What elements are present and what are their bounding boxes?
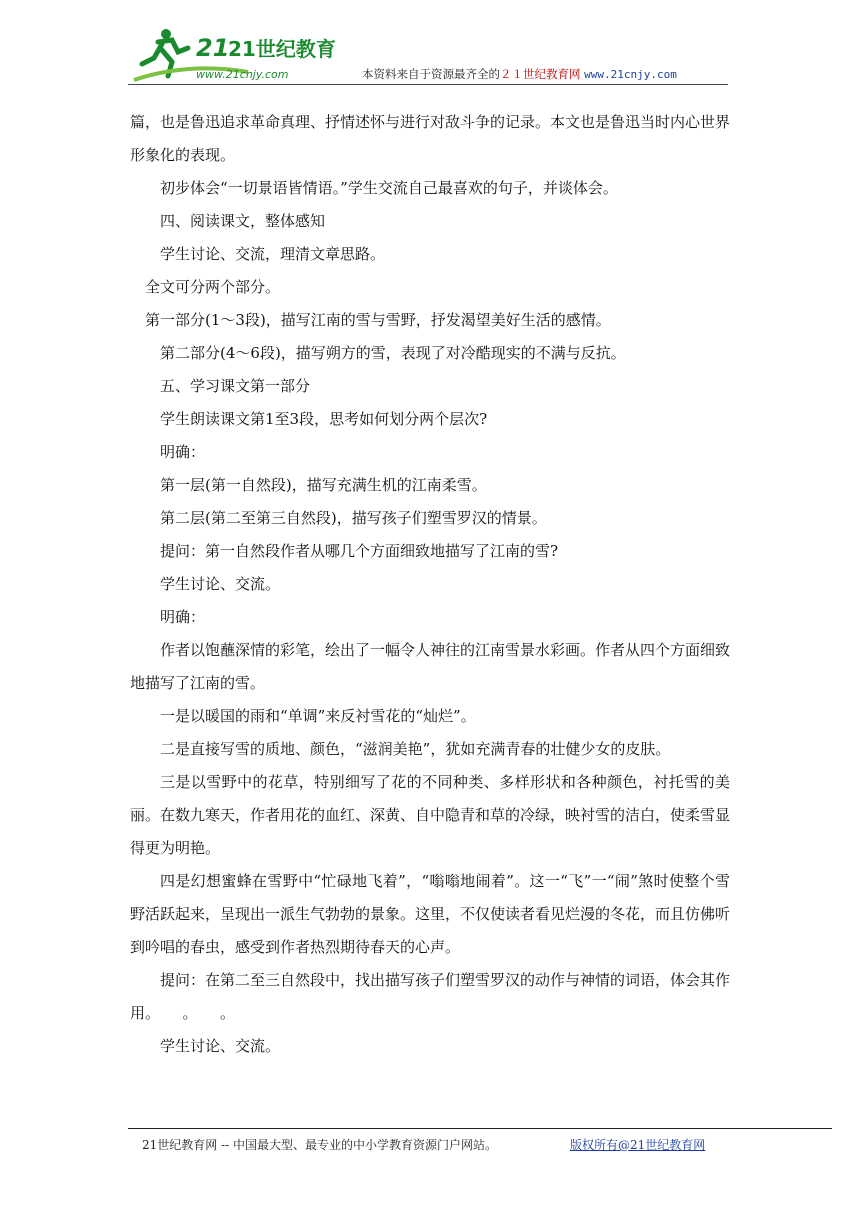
page-header (0, 0, 860, 90)
tagline-prefix: 本资料来自于资源最齐全的 (362, 67, 500, 81)
footer-text: 21世纪教育网 -- 中国最大型、最专业的中小学教育资源门户网站。 (142, 1138, 498, 1152)
paragraph: 三是以雪野中的花草，特别细写了花的不同种类、多样形状和各种颜色，衬托雪的美丽。在数九寒天，作者用花的血红、深黄、自中隐青和草的冷绿，映衬雪的洁白，使柔雪显得更为明艳。 (130, 773, 731, 857)
paragraph: 初步体会“一切景语皆情语。”学生交流自己最喜欢的句子，并谈体会。 (160, 179, 618, 197)
paragraph: 提问：在第二至三自然段中，找出描写孩子们塑雪罗汉的动作与神情的词语，体会其作用。 。 。 (130, 971, 731, 1022)
page-footer (142, 1136, 706, 1153)
paragraph: 四是幻想蜜蜂在雪野中“忙碌地飞着”，“嗡嗡地闹着”。这一“飞”一“闹”煞时使整个雪野活跃起来，呈现出一派生气勃勃的景象。这里，不仅使读者看见烂漫的冬花，而且仿佛听到吟唱的春虫，感受到作者热烈期待春天的心声。 (130, 872, 731, 956)
header-tagline (362, 66, 677, 82)
logo-url: www.21cnjy.com (196, 68, 289, 81)
site-logo (128, 22, 348, 86)
paragraph: 明确： (160, 608, 206, 626)
tagline-url[interactable]: www.21cnjy.com (584, 68, 677, 81)
svg-text:21: 21 (196, 34, 230, 62)
paragraph: 明确： (160, 443, 206, 461)
paragraph: 二是直接写雪的质地、颜色，“滋润美艳”，犹如充满青春的壮健少女的皮肤。 (160, 740, 671, 758)
tagline-brand[interactable]: ２１世纪教育网 (500, 67, 581, 81)
paragraph: 全文可分两个部分。 (145, 278, 281, 296)
paragraph: 五、学习课文第一部分 (160, 377, 311, 395)
paragraph: 四、阅读课文，整体感知 (160, 212, 326, 230)
paragraph: 提问：第一自然段作者从哪几个方面细致地描写了江南的雪? (160, 542, 559, 560)
footer-divider (128, 1128, 832, 1129)
paragraph: 第一部分(1～3段)，描写江南的雪与雪野，抒发渴望美好生活的感情。 (145, 311, 611, 329)
paragraph: 第二部分(4～6段)，描写朔方的雪，表现了对冷酷现实的不满与反抗。 (160, 344, 626, 362)
paragraph: 学生讨论、交流。 (160, 1037, 281, 1055)
paragraph: 第一层(第一自然段)，描写充满生机的江南柔雪。 (160, 476, 487, 494)
copyright-link[interactable]: 版权所有@21世纪教育网 (570, 1138, 706, 1152)
paragraph: 作者以饱蘸深情的彩笔，绘出了一幅令人神往的江南雪景水彩画。作者从四个方面细致地描写了江南的雪。 (130, 641, 731, 692)
paragraph: 第二层(第二至第三自然段)，描写孩子们塑雪罗汉的情景。 (160, 509, 547, 527)
paragraph: 篇，也是鲁迅追求革命真理、抒情述怀与进行对敌斗争的记录。本文也是鲁迅当时内心世界形象化的表现。 (130, 113, 731, 164)
header-divider (128, 84, 728, 85)
paragraph: 学生朗读课文第1至3段，思考如何划分两个层次? (160, 410, 488, 428)
document-body (130, 106, 730, 1063)
paragraph: 学生讨论、交流，理清文章思路。 (160, 245, 386, 263)
paragraph: 一是以暖国的雨和“单调”来反衬雪花的“灿烂”。 (160, 707, 476, 725)
logo-text: 21世纪教育 (228, 37, 336, 61)
paragraph: 学生讨论、交流。 (160, 575, 281, 593)
